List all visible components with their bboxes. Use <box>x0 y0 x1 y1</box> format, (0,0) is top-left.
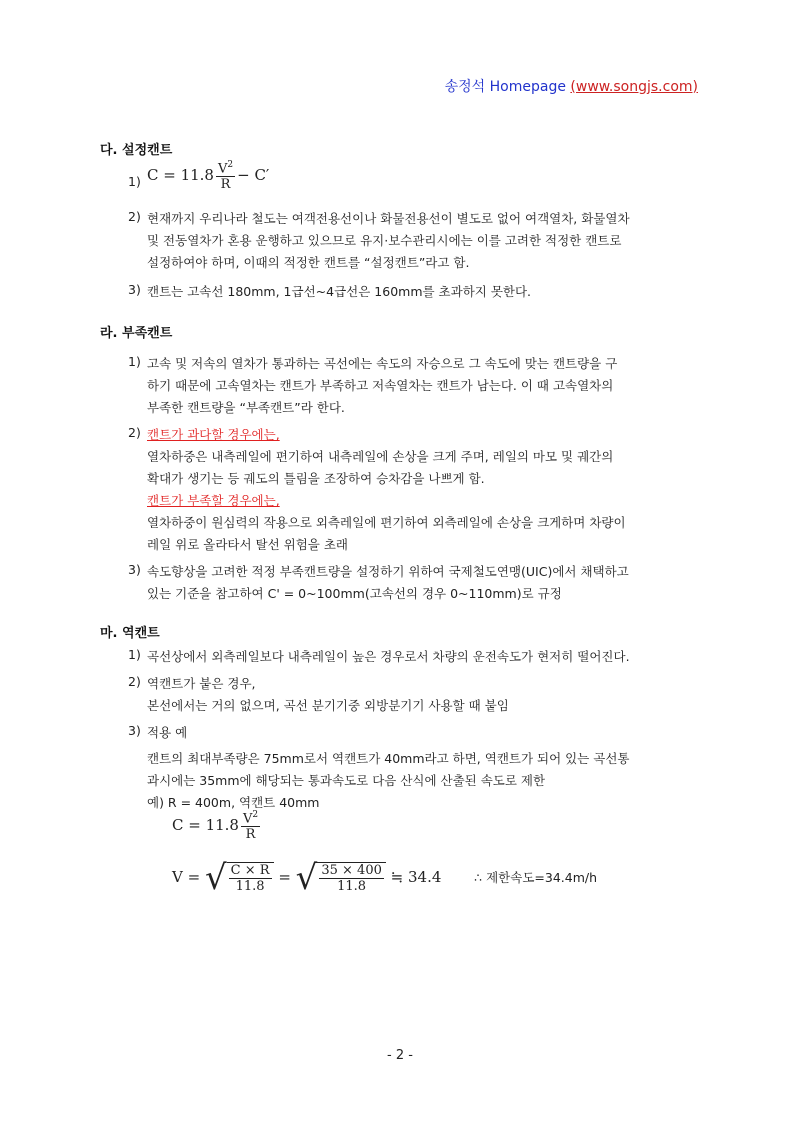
item-number: 1) <box>128 174 141 189</box>
denominator: 11.8 <box>235 879 265 894</box>
item-number: 2) <box>128 674 141 689</box>
text-line: 설정하여야 하며, 이때의 적정한 캔트를 “설정캔트”라고 함. <box>147 255 470 270</box>
item-number: 3) <box>128 562 141 577</box>
text-line: 및 전동열차가 혼용 운행하고 있으므로 유지·보수관리시에는 이를 고려한 적정한 캔트로 <box>147 233 622 248</box>
section-heading-ma: 마. 역캔트 <box>100 626 160 641</box>
item-number: 2) <box>128 425 141 440</box>
item-number: 3) <box>128 282 141 297</box>
formula-cant: C = 11.8 $\frac{V^2}{R}$ <box>172 810 259 843</box>
item-number: 3) <box>128 723 141 738</box>
section-heading-da: 다. 설정캔트 <box>100 143 173 158</box>
denominator: R <box>220 177 231 193</box>
text-line: 확대가 생기는 등 궤도의 틀림을 조장하여 승차감을 나쁘게 함. <box>147 471 485 486</box>
text-line: 캔트의 최대부족량은 75mm로서 역캔트가 40mm라고 하면, 역캔트가 되어 있는 곡선통 <box>147 751 630 766</box>
formula-lhs: V = <box>172 868 201 886</box>
sqrt-expression: √ $\frac{C \times R}{11.8}$ <box>205 858 274 898</box>
highlight-heading: 캔트가 부족할 경우에는, <box>147 493 280 508</box>
text-line: 현재까지 우리나라 철도는 여객전용선이나 화물전용선이 별도로 없어 여객열차, 화물열차 <box>147 211 630 226</box>
numerator: V <box>217 161 228 177</box>
approx-value: ≒ 34.4 <box>390 868 442 886</box>
text-line: 역캔트가 붙은 경우, <box>147 676 256 691</box>
sqrt-expression: √ $\frac{35 \times 400}{11.8}$ <box>296 858 386 898</box>
text-line: 본선에서는 거의 없으며, 곡선 분기기중 외방분기기 사용할 때 붙임 <box>147 698 509 713</box>
item-number: 2) <box>128 209 141 224</box>
numerator: 35 × 400 <box>321 863 382 878</box>
formula-lhs: C = 11.8 <box>147 166 214 185</box>
text-line: 고속 및 저속의 열차가 통과하는 곡선에는 속도의 자승으로 그 속도에 맞는 캔트량을 구 <box>147 356 618 371</box>
text-line: 곡선상에서 외측레일보다 내측레일이 높은 경우로서 차량의 운전속도가 현저히 떨어진다. <box>147 649 630 664</box>
page-number: - 2 - <box>387 1048 413 1063</box>
formula-rhs: − C′ <box>237 166 270 185</box>
site-name: 송정석 Homepage <box>444 79 566 95</box>
text-line: 캔트는 고속선 180mm, 1급선~4급선은 160mm를 초과하지 못한다. <box>147 284 532 299</box>
text-line: 과시에는 35mm에 해당되는 통과속도로 다음 산식에 산출된 속도로 제한 <box>147 773 546 788</box>
highlight-heading: 캔트가 과다할 경우에는, <box>147 427 280 442</box>
numerator: V <box>242 811 253 827</box>
speed-limit-result: ∴ 제한속도=34.4m/h <box>474 870 598 885</box>
site-url-link[interactable]: (www.songjs.com) <box>570 79 698 95</box>
text-line: 적용 예 <box>147 725 188 740</box>
formula-speed <box>172 858 597 898</box>
text-line: 예) R = 400m, 역캔트 40mm <box>147 795 320 810</box>
formula-set-cant: C = 11.8 $\frac{V^2}{R}$ − C′ <box>147 160 270 193</box>
text-line: 열차하중은 내측레일에 편기하여 내측레일에 손상을 크게 주며, 레일의 마모 및 궤간의 <box>147 449 614 464</box>
formula-lhs: C = 11.8 <box>172 816 239 835</box>
item-number: 1) <box>128 354 141 369</box>
denominator: R <box>245 827 256 843</box>
item-number: 1) <box>128 647 141 662</box>
text-line: 레일 위로 올라타서 탈선 위험을 초래 <box>147 537 348 552</box>
text-line: 부족한 캔트량을 “부족캔트”라 한다. <box>147 400 345 415</box>
numerator: C × R <box>230 863 270 878</box>
denominator: 11.8 <box>337 879 367 894</box>
page-header <box>445 76 698 96</box>
text-line: 하기 때문에 고속열차는 캔트가 부족하고 저속열차는 캔트가 남는다. 이 때 고속열차의 <box>147 378 614 393</box>
text-line: 열차하중이 원심력의 작용으로 외측레일에 편기하여 외측레일에 손상을 크게하며 차량이 <box>147 515 626 530</box>
equals-sign: = <box>278 868 291 886</box>
text-line: 속도향상을 고려한 적정 부족캔트량을 설정하기 위하여 국제철도연맹(UIC)에서 채택하고 <box>147 564 629 579</box>
section-heading-ra: 라. 부족캔트 <box>100 326 173 341</box>
text-line: 있는 기준을 참고하여 C' = 0~100mm(고속선의 경우 0~110mm)로 규정 <box>147 586 562 601</box>
